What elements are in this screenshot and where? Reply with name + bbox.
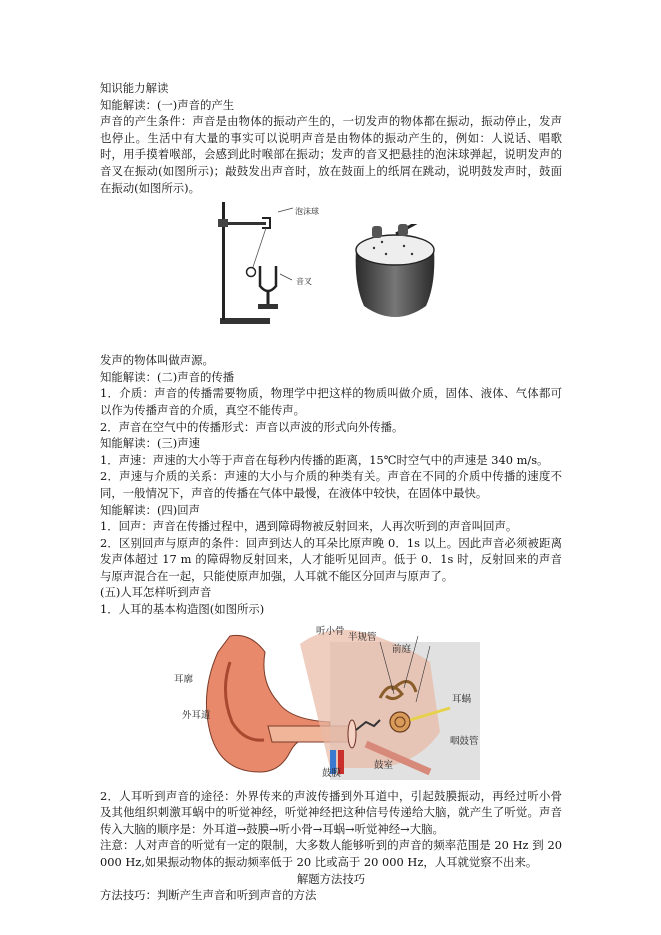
label-vestibule: 前庭 bbox=[392, 643, 412, 655]
label-ossicles: 听小骨 bbox=[316, 625, 345, 637]
propagation-item-1: 1．介质：声音的传播需要物质，物理学中把这样的物质叫做介质，固体、液体、气体都可以作为传播声音的介质，真空不能传声。 bbox=[100, 386, 562, 417]
section-title-echo: 知能解读：(四)回声 bbox=[100, 502, 201, 517]
drum-figure bbox=[352, 224, 438, 324]
label-tympanic-cavity: 鼓室 bbox=[374, 759, 394, 771]
label-ear-canal: 外耳道 bbox=[182, 709, 211, 721]
figure-row-fork-drum bbox=[100, 198, 562, 348]
ear-diagram bbox=[180, 622, 480, 780]
section-title-hearing: (五)人耳怎样听到声音 bbox=[100, 585, 212, 600]
methods-tip: 方法技巧：判断产生声音和听到声音的方法 bbox=[100, 888, 317, 903]
sound-source-note: 发声的物体叫做声源。 bbox=[100, 353, 214, 368]
speed-item-2: 2．声速与介质的关系：声速的大小与介质的种类有关。声音在不同的介质中传播的速度不同，一般情况下，声音的传播在气体中最慢，在液体中较快，在固体中最快。 bbox=[100, 469, 562, 500]
hearing-item-1: 1．人耳的基本构造图(如图所示) bbox=[100, 602, 265, 617]
hearing-item-2: 2．人耳听到声音的途径：外界传来的声波传播到外耳道中，引起鼓膜振动，再经过听小骨及其他组织刺激耳蜗中的听觉神经，听觉神经把这种信号传递给大脑，就产生了听觉。声音传入大脑的顺序是：外耳道→鼓膜→听小骨→耳蜗→听觉神经→大脑。 bbox=[100, 788, 562, 836]
methods-title: 解题方法技巧 bbox=[296, 871, 366, 886]
section-title-speed: 知能解读：(三)声速 bbox=[100, 436, 201, 451]
frequency-note: 注意：人对声音的听觉有一定的限制，大多数人能够听到的声音的频率范围是 20 Hz 到 20 000 Hz,如果振动物体的振动频率低于 20 比或高于 20 000 Hz，人耳就觉察不出来。 bbox=[100, 838, 562, 870]
label-eustachian-tube: 咽鼓管 bbox=[450, 735, 479, 747]
label-tuning-fork: 音叉 bbox=[296, 277, 312, 287]
echo-item-1: 1．回声：声音在传播过程中，遇到障碍物被反射回来，人再次听到的声音叫回声。 bbox=[100, 519, 518, 534]
paragraph-production: 声音的产生条件：声音是由物体的振动产生的，一切发声的物体都在振动，振动停止，发声也停止。生活中有大量的事实可以说明声音是由物体的振动产生的，例如：人说话、唱歌时，用手摸着喉部，会感到此时喉部在振动；发声的音叉把悬挂的泡沫球弹起，说明发声的音叉在振动(如图所示)；敲鼓发出声音时，放在鼓面上的纸屑在跳动，说明鼓发声时，鼓面在振动(如图所示)。 bbox=[100, 114, 562, 195]
section-title-production: 知能解读：(一)声音的产生 bbox=[100, 97, 235, 112]
ear-structure-figure bbox=[100, 622, 562, 780]
label-auricle: 耳廓 bbox=[174, 673, 194, 685]
section-title-propagation: 知能解读：(二)声音的传播 bbox=[100, 369, 235, 384]
label-foam-ball: 泡沫球 bbox=[295, 207, 319, 217]
speed-item-1: 1．声速：声速的大小等于声音在每秒内传播的距离，15℃时空气中的声速是 340 m/s。 bbox=[100, 452, 549, 467]
heading: 知识能力解读 bbox=[100, 81, 169, 95]
tuning-fork-figure bbox=[218, 200, 318, 328]
echo-item-2: 2．区别回声与原声的条件：回声到达人的耳朵比原声晚 0．1s 以上。因此声音必须被距离发声体超过 17 m 的障碍物反射回来，人才能听见回声。低于 0．1s 时，反射回来的声音与原声混合在一起，只能使原声加强，人耳就不能区分回声与原声了。 bbox=[100, 535, 562, 583]
document-page bbox=[100, 80, 562, 904]
label-eardrum: 鼓膜 bbox=[322, 767, 342, 779]
propagation-item-2: 2．声音在空气中的传播形式：声音以声波的形式向外传播。 bbox=[100, 419, 404, 434]
label-cochlea: 耳蜗 bbox=[452, 693, 472, 705]
label-semicircular-canals: 半规管 bbox=[348, 631, 377, 643]
